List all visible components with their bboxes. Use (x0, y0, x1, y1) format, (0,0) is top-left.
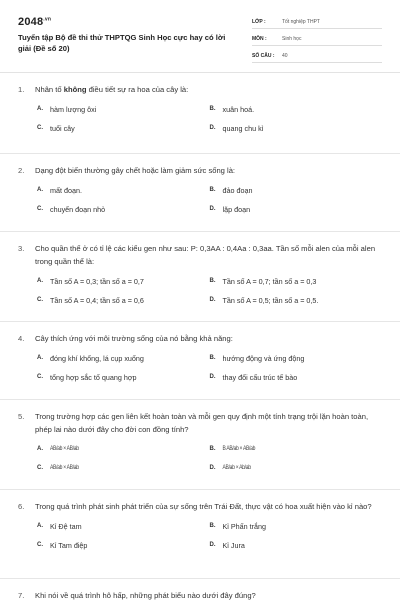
option-letter: D. (209, 374, 216, 380)
question-text: Cho quần thể ở có tỉ lệ các kiểu gen như sau: P: 0,3AA : 0,4Aa : 0,3aa. Tần số mỗi alen của mỗi alen trong quần thể là: (35, 244, 376, 266)
exam-header (0, 0, 400, 72)
meta-value: Sinh học (282, 36, 302, 42)
question-text (35, 83, 382, 96)
option-a[interactable] (37, 104, 210, 115)
meta-label: MÔN : (252, 36, 267, 42)
question-5 (0, 400, 400, 490)
option-c[interactable] (37, 463, 210, 474)
option-b[interactable] (210, 353, 383, 364)
question-text: Khi nói về quá trình hô hấp, những phát biểu nào dưới đây đúng? (35, 591, 256, 600)
option-letter: A. (37, 446, 43, 452)
option-text: Kỉ Đệ tam (50, 522, 82, 531)
formula-image: AB/ab × AB/ab (50, 464, 79, 472)
question-stem (18, 500, 382, 513)
question-text: Trong trường hợp các gen liên kết hoàn toàn và mỗi gen quy định một tính trạng trội lặn hoàn toàn, phép lai nào dưới đây cho đời con đồng tính? (35, 412, 369, 434)
option-b[interactable] (210, 104, 383, 115)
question-text: Trong quá trình phát sinh phát triển của sự sống trên Trái Đất, thực vật có hoa xuất hiện vào kỉ nào? (35, 502, 372, 511)
question-number: 5. (18, 412, 25, 421)
option-b[interactable] (210, 276, 383, 287)
option-a[interactable] (37, 353, 210, 364)
question-number: 1. (18, 85, 25, 94)
option-text: Tần số A = 0,5; tần số a = 0,5. (222, 296, 319, 305)
option-grid (18, 444, 382, 474)
question-stem (18, 589, 382, 602)
question-stem (18, 83, 382, 96)
option-grid (18, 104, 382, 134)
question-stem (18, 164, 382, 177)
option-c[interactable] (37, 372, 210, 383)
option-text: đảo đoạn (222, 186, 253, 195)
option-a[interactable] (37, 521, 210, 532)
option-b[interactable] (210, 185, 383, 196)
option-letter: B. (209, 446, 216, 452)
question-number: 6. (18, 502, 25, 511)
option-letter: D. (209, 206, 216, 212)
question-7 (0, 579, 400, 602)
question-number: 2. (18, 166, 25, 175)
option-text: xuân hoá. (222, 105, 255, 114)
option-grid (18, 353, 382, 383)
option-letter: D. (209, 542, 216, 548)
option-letter: C. (37, 125, 43, 131)
option-d[interactable] (210, 295, 383, 306)
logo-text: 2048 (18, 16, 44, 28)
option-text: đóng khí khổng, lá cụp xuống (50, 354, 144, 363)
option-c[interactable] (37, 295, 210, 306)
option-text: tổng hợp sắc tố quang hợp (50, 373, 137, 382)
logo-suffix: .vn (43, 16, 52, 23)
option-c[interactable] (37, 123, 210, 134)
question-text: Cây thích ứng với môi trường sống của nó bằng khả năng: (35, 334, 233, 343)
question-number: 3. (18, 244, 25, 253)
option-letter: B. (209, 187, 216, 193)
option-c[interactable] (37, 540, 210, 551)
option-letter: B. (209, 278, 216, 284)
site-logo[interactable] (18, 16, 51, 28)
option-a[interactable] (37, 185, 210, 196)
option-letter: D. (209, 125, 216, 131)
question-stem (18, 242, 382, 268)
meta-row-subject (252, 33, 382, 46)
option-d[interactable] (210, 540, 383, 551)
option-letter: C. (37, 374, 43, 380)
option-letter: A. (37, 523, 43, 529)
option-letter: A. (37, 187, 43, 193)
option-d[interactable] (210, 123, 383, 134)
option-letter: C. (37, 297, 43, 303)
option-letter: A. (37, 278, 43, 284)
formula-image: B AB/ab × AB/ab (222, 445, 256, 453)
question-text-emphasis: không (63, 85, 87, 94)
option-letter: C. (37, 542, 43, 548)
option-d[interactable] (210, 372, 383, 383)
option-letter: D. (209, 465, 216, 471)
option-letter: A. (37, 106, 43, 112)
option-b[interactable] (210, 444, 383, 455)
option-text: Kỉ Jura (222, 541, 245, 550)
option-text: mất đoạn. (50, 186, 82, 195)
exam-title: Tuyển tập Bộ đề thi thử THPTQG Sinh Học cực hay có lời giải (Đề số 20) (18, 33, 226, 53)
meta-row-count (252, 50, 382, 63)
option-text: lặp đoạn (222, 205, 251, 214)
option-letter: B. (209, 523, 216, 529)
meta-label: LỚP : (252, 19, 266, 25)
question-text-part: điều tiết sự ra hoa của cây là: (86, 85, 189, 94)
meta-row-class (252, 16, 382, 29)
meta-value: 40 (282, 53, 288, 59)
option-grid (18, 521, 382, 551)
meta-value: Tốt nghiệp THPT (282, 19, 320, 25)
option-d[interactable] (210, 204, 383, 215)
option-letter: A. (37, 355, 43, 361)
option-letter: B. (209, 355, 216, 361)
formula-image: AB/ab × AB/ab (50, 445, 79, 453)
question-number: 7. (18, 591, 25, 600)
option-c[interactable] (37, 204, 210, 215)
option-text: hàm lượng ôxi (50, 105, 97, 114)
option-letter: D. (209, 297, 216, 303)
question-list (0, 73, 400, 602)
question-stem (18, 410, 382, 436)
formula-image: AB/ab × Ab/ab (222, 464, 251, 472)
option-letter: C. (37, 465, 43, 471)
question-6 (0, 490, 400, 579)
question-stem (18, 332, 382, 345)
option-text: chuyển đoạn nhỏ (50, 205, 106, 214)
option-text: Tần số A = 0,7; tần số a = 0,3 (222, 277, 317, 286)
option-text: Tần số A = 0,3; tần số a = 0,7 (50, 277, 144, 286)
question-text-part: Nhân tố (35, 85, 64, 94)
option-a[interactable] (37, 276, 210, 287)
option-d[interactable] (210, 463, 383, 474)
option-text: thay đổi cấu trúc tế bào (222, 373, 298, 382)
option-text: Kỉ Tam điệp (50, 541, 88, 550)
meta-label: SỐ CÂU : (252, 53, 275, 59)
question-3 (0, 232, 400, 322)
option-text: hướng động và ứng động (222, 354, 305, 363)
question-number: 4. (18, 334, 25, 343)
option-letter: B. (209, 106, 216, 112)
question-text: Dạng đột biến thường gây chết hoặc làm giảm sức sống là: (35, 166, 236, 175)
option-grid (18, 185, 382, 215)
question-1 (0, 73, 400, 154)
option-text: quang chu kì (222, 124, 264, 133)
option-letter: C. (37, 206, 43, 212)
option-text: Tần số A = 0,4; tần số a = 0,6 (50, 296, 144, 305)
option-grid (18, 276, 382, 306)
option-text: Kỉ Phấn trắng (222, 522, 267, 531)
option-text: tuổi cây (50, 124, 75, 133)
question-2 (0, 154, 400, 232)
option-a[interactable] (37, 444, 210, 455)
question-4 (0, 322, 400, 400)
exam-meta (252, 16, 382, 67)
option-b[interactable] (210, 521, 383, 532)
